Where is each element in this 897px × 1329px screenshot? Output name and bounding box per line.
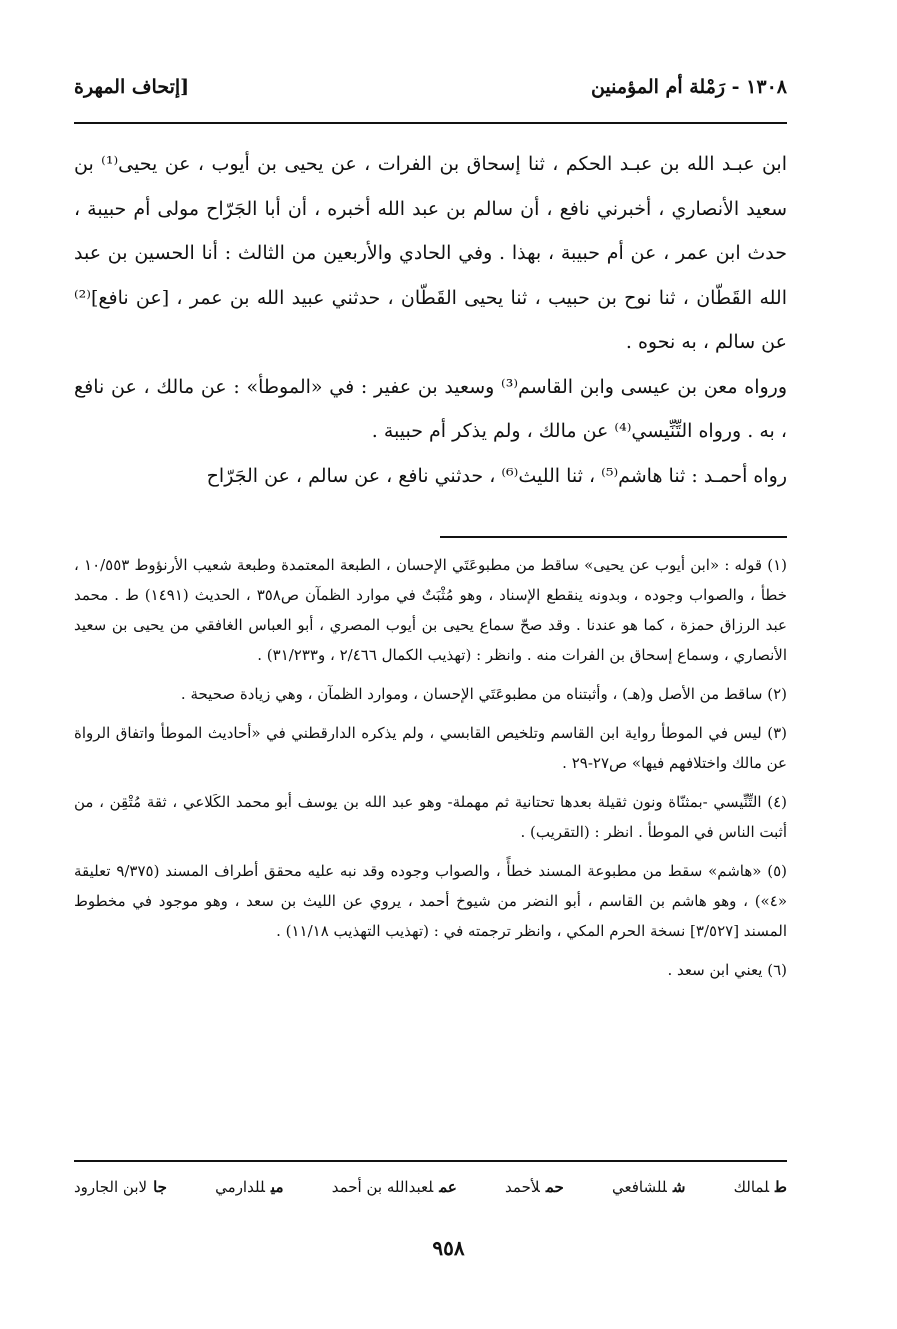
legend-rule	[74, 1160, 787, 1162]
page-header	[74, 70, 787, 104]
footnotes	[74, 550, 787, 994]
main-paragraph: رواه أحمـد : ثنا هاشم⁽⁵⁾ ، ثنا الليث⁽⁶⁾ ، حدثني نافع ، عن سالم ، عن الجَرّاح	[206, 464, 787, 487]
legend-item: شللشافعي	[612, 1178, 686, 1196]
footnote: (٤) التِّنِّيسي -بمثنّاة ونون ثقيلة بعدها تحتانية ثم مهملة- وهو عبد الله بن يوسف أبو محمد الكَلاعي ، ثقة مُتْقِن ، من أثبت الناس في الموطأ . انظر : (التقريب) .	[74, 793, 787, 841]
main-paragraph: ورواه معن بن عيسى وابن القاسم⁽³⁾ وسعيد بن عفير : في «الموطأ» : عن مالك ، عن نافع ، به . ورواه التِّنِّيسي⁽⁴⁾ عن مالك ، ولم يذكر أم حبيبة .	[74, 375, 787, 442]
footnote: (٦) يعني ابن سعد .	[667, 961, 787, 979]
legend-item: حملأحمد	[505, 1178, 564, 1196]
book-title: [إتحاف المهرة	[74, 76, 190, 98]
header-rule	[74, 122, 787, 124]
legend-item: عملعبدالله بن أحمد	[331, 1178, 457, 1196]
legend-item: طلمالك	[733, 1178, 787, 1196]
legend-item: ميللدارمي	[215, 1178, 284, 1196]
main-text	[74, 142, 787, 498]
legend-item: جالابن الجارود	[74, 1178, 167, 1196]
footnote: (٥) «هاشم» سقط من مطبوعة المسند خطأً ، والصواب وجوده وقد نبه عليه محقق أطراف المسند (٩/٣٧٥ تعليقة «٤») ، وهو هاشم بن القاسم ، أبو النضر من شيوخ أحمد ، يروي عن الليث بن سعد ، وهو موجود في مخطوط المسند [٣/٥٢٧] نسخة الحرم المكي ، وانظر ترجمته في : (تهذيب التهذيب ١١/١٨) .	[74, 862, 787, 940]
footnote-separator	[440, 536, 787, 538]
abbreviation-legend	[74, 1178, 787, 1196]
page-number: ٩٥٨	[432, 1236, 465, 1260]
main-paragraph: ابن عبـد الله بن عبـد الحكم ، ثنا إسحاق بن الفرات ، عن يحيى بن أيوب ، عن يحيى⁽¹⁾ بن سعيد الأنصاري ، أخبرني نافع ، أن سالم بن عبد الله أخبره ، أن أبا الجَرّاح مولى أم حبيبة ، حدث ابن عمر ، عن أم حبيبة ، بهذا . وفي الحادي والأربعين من الثالث : أنا الحسين بن عبد الله القَطّان ، ثنا نوح بن حبيب ، ثنا يحيى القَطّان ، حدثني عبيد الله بن عمر ، [عن نافع]⁽²⁾ عن سالم ، به نحوه .	[74, 153, 787, 353]
chapter-title: ١٣٠٨ - رَمْلة أم المؤمنين	[590, 76, 787, 98]
footnote: (١) قوله : «ابن أيوب عن يحيى» ساقط من مطبوعَتَي الإحسان ، الطبعة المعتمدة وطبعة شعيب الأرنؤوط ١٠/٥٥٣ ، خطأ ، والصواب وجوده ، وبدونه ينقطع الإسناد ، وهو مُثْبَتٌ في موارد الظمآن ص٣٥٨ ، الحديث (١٤٩١) ط . محمد عبد الرزاق حمزة ، كما هو عندنا . وقد صحّ سماع يحيى بن أيوب المصري ، أبو العباس الغافقي من يحيى بن سعيد الأنصاري ، وسماع إسحاق بن الفرات منه . وانظر : (تهذيب الكمال ٢/٤٦٦ ، و٣١/٢٣٣) .	[74, 556, 788, 664]
footnote: (٢) ساقط من الأصل و(هـ) ، وأثبتناه من مطبوعَتَي الإحسان ، وموارد الظمآن ، وهي زيادة صحيحة .	[180, 685, 787, 703]
footnote: (٣) ليس في الموطأ رواية ابن القاسم وتلخيص القابسي ، ولم يذكره الدارقطني في «أحاديث الموطأ واتفاق الرواة عن مالك واختلافهم فيها» ص٢٧-٢٩ .	[74, 724, 787, 772]
